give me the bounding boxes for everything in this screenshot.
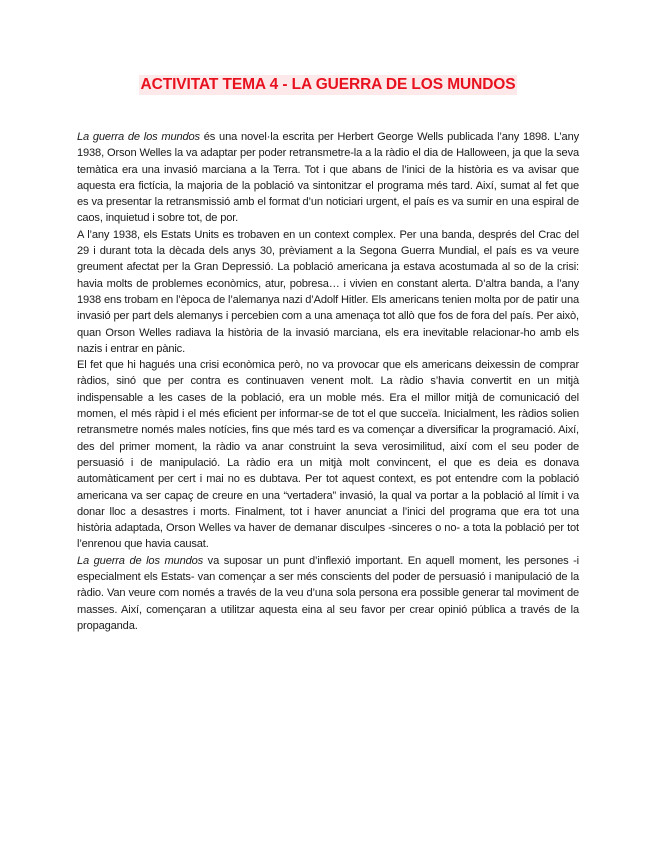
paragraph-2 [77,227,579,357]
paragraph-2-text: A l’any 1938, els Estats Units es trobaven en un context complex. Per una banda, després del Crac del 29 i durant tota la dècada dels anys 30, prèviament a la Segona Guerra Mundial, el país es va veure greument afectat per la Gran Depressió. La població americana ja estava acostumada al so de la crisi: havia molts de problemes econòmics, atur, pobresa… i vivien en constant alerta. D’altra banda, a l’any 1938 ens trobam en l’època de l’alemanya nazi d’Adolf Hitler. Els americans tenien molta por de patir una invasió per part dels alemanys i percebien com a una amenaça tot allò que fos de fora del país. Per això, quan Orson Welles radiava la història de la invasió marciana, els era inevitable relacionar-ho amb els nazis i entrar en pànic. [77,228,579,355]
title-container [77,75,579,95]
document-title: ACTIVITAT TEMA 4 - LA GUERRA DE LOS MUNDOS [140,76,516,93]
paragraph-3-text: El fet que hi hagués una crisi econòmica però, no va provocar que els americans deixessin de comprar ràdios, sinó que per contra es continuaven venent molt. La ràdio s’havia convertit en un mitjà indispensable a les cases de la població, era un moble més. Era el millor mitjà de comunicació del momen, el més ràpid i el més eficient per informar-se de tot el que succeïa. Inicialment, les ràdios solien retransmetre només males notícies, fins que més tard es va començar a diversificar la programació. Així, des del primer moment, la ràdio va anar construint la seva verosimilitud, així com el seu poder de persuasió i de manipulació. La ràdio era un mitjà molt convincent, el que es deia es donava automàticament per cert i mai no es dubtava. Per tot aquest context, es pot entendre com la població americana va ser capaç de creure en una “vertadera” invasió, la qual va portar a la població al límit i va donar lloc a desastres i morts. Finalment, tot i haver anunciat a l’inici del programa que era tot una història adaptada, Orson Welles va haver de demanar disculpes -sinceres o no- a tota la població per tot l’enrenou que havia causat. [77,359,579,551]
paragraph-1-text: és una novel·la escrita per Herbert George Wells publicada l’any 1898. L’any 1938, Orson Welles la va adaptar per poder retransmetre-la a la ràdio el dia de Halloween, ja que la seva temàtica era una invasió marciana a la Terra. Tot i que abans de l’inici de la història es va avisar que aquesta era fictícia, la majoria de la població va sintonitzar el programa més tard. Així, sumat al fet que es va presentar la retransmissió amb el format d’un noticiari urgent, el país es va sumir en una espiral de caos, inquietud i sobre tot, de por. [77,131,579,225]
book-title-italic: La guerra de los mundos [77,131,200,143]
paragraph-4 [77,553,579,634]
paragraph-1 [77,129,579,227]
paragraph-4-text: va suposar un punt d’inflexió important. En aquell moment, les persones -i especialment els Estats- van començar a ser més conscients del poder de persuasió i manipulació de la ràdio. Van veure com només a través de la veu d’una sola persona era possible generar tal moviment de masses. Així, començaran a utilitzar aquesta eina al seu favor per crear opinió pública a través de la propaganda. [77,554,579,632]
book-title-italic: La guerra de los mundos [77,554,204,567]
document-page [77,75,579,634]
paragraph-3 [77,357,579,553]
